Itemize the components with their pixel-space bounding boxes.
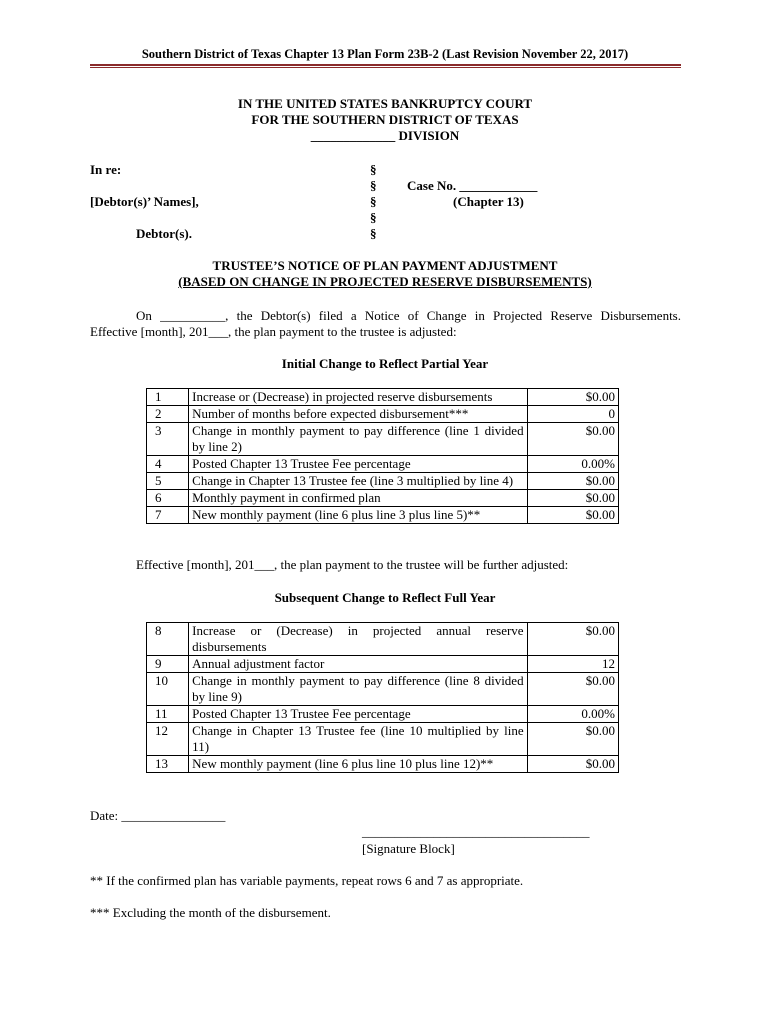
section-symbol: § (370, 194, 377, 209)
line-number: 4 (147, 456, 189, 473)
line-description: New monthly payment (line 6 plus line 10 plus line 12)** (189, 756, 527, 773)
section-symbol: § (370, 162, 377, 177)
line-number: 7 (147, 507, 189, 524)
chapter-label: (Chapter 13) (453, 194, 524, 209)
line-description: Increase or (Decrease) in projected annual reserve disbursements (189, 623, 527, 656)
line-number: 3 (147, 423, 189, 456)
line-description: Change in monthly payment to pay difference (line 8 divided by line 9) (189, 673, 527, 706)
line-number: 1 (147, 389, 189, 406)
table-row (147, 507, 619, 524)
debtors-label: Debtor(s). (136, 226, 192, 241)
line-value: $0.00 (527, 507, 618, 524)
court-line-3: _____________ DIVISION (310, 128, 460, 143)
line-value: 12 (527, 656, 618, 673)
section-symbol: § (370, 178, 377, 193)
line-number: 8 (147, 623, 189, 656)
table-row (147, 456, 619, 473)
line-description: Number of months before expected disbursement*** (189, 406, 527, 423)
section-symbol: § (370, 210, 377, 225)
further-adjustment-text: Effective [month], 201___, the plan payment to the trustee will be further adjusted: (136, 557, 569, 572)
table-row (147, 656, 619, 673)
intro-first-line: On __________, the Debtor(s) filed a Notice of Change in Projected Reserve Disbursements. (136, 308, 681, 323)
header-rule (90, 64, 681, 66)
line-value: 0.00% (527, 706, 618, 723)
caption-left (90, 162, 199, 242)
line-value: $0.00 (527, 423, 618, 456)
section-symbol: § (370, 226, 377, 241)
line-value: $0.00 (527, 490, 618, 507)
signature-line: ___________________________________ (362, 824, 590, 839)
form-header-title: Southern District of Texas Chapter 13 Plan Form 23B-2 (Last Revision November 22, 2017) (141, 47, 629, 61)
line-value: $0.00 (527, 756, 618, 773)
signature-block: [Signature Block] (362, 841, 455, 856)
table-row (147, 473, 619, 490)
court-heading (0, 96, 770, 144)
caption-right (407, 162, 537, 210)
notice-title: TRUSTEE’S NOTICE OF PLAN PAYMENT ADJUSTMENT (212, 258, 558, 273)
intro-second-line: Effective [month], 201___, the plan payment to the trustee is adjusted: (90, 324, 457, 339)
in-re-label: In re: (90, 162, 122, 177)
line-value: $0.00 (527, 473, 618, 490)
table-row (147, 756, 619, 773)
table-row (147, 389, 619, 406)
section-symbols (370, 162, 377, 242)
line-number: 6 (147, 490, 189, 507)
line-number: 10 (147, 673, 189, 706)
table-row (147, 406, 619, 423)
line-number: 11 (147, 706, 189, 723)
table-row (147, 723, 619, 756)
line-description: Posted Chapter 13 Trustee Fee percentage (189, 706, 527, 723)
line-value: $0.00 (527, 389, 618, 406)
line-description: New monthly payment (line 6 plus line 3 plus line 5)** (189, 507, 527, 524)
table-row (147, 623, 619, 656)
debtor-names: [Debtor(s)’ Names], (90, 194, 199, 209)
line-description: Change in Chapter 13 Trustee fee (line 3 multiplied by line 4) (189, 473, 527, 490)
subsequent-change-heading: Subsequent Change to Reflect Full Year (274, 590, 496, 605)
line-description: Change in Chapter 13 Trustee fee (line 10 multiplied by line 11) (189, 723, 527, 756)
footnote-double-asterisk: ** If the confirmed plan has variable payments, repeat rows 6 and 7 as appropriate. (90, 873, 524, 888)
court-line-1: IN THE UNITED STATES BANKRUPTCY COURT (237, 96, 533, 111)
footnote-triple-asterisk: *** Excluding the month of the disbursement. (90, 905, 331, 920)
line-description: Change in monthly payment to pay difference (line 1 divided by line 2) (189, 423, 527, 456)
initial-change-heading: Initial Change to Reflect Partial Year (281, 356, 489, 371)
line-value: 0 (527, 406, 618, 423)
case-number: Case No. ____________ (407, 178, 538, 193)
line-value: 0.00% (527, 456, 618, 473)
line-number: 13 (147, 756, 189, 773)
table-row (147, 423, 619, 456)
notice-subtitle: (BASED ON CHANGE IN PROJECTED RESERVE DISBURSEMENTS) (178, 274, 592, 289)
line-description: Increase or (Decrease) in projected reserve disbursements (189, 389, 527, 406)
initial-change-table (146, 388, 619, 524)
line-number: 9 (147, 656, 189, 673)
date-line: Date: ________________ (90, 808, 226, 823)
intro-paragraph (90, 308, 681, 340)
table-row (147, 490, 619, 507)
subsequent-change-table (146, 622, 619, 773)
line-number: 12 (147, 723, 189, 756)
line-value: $0.00 (527, 623, 618, 656)
table-row (147, 706, 619, 723)
line-value: $0.00 (527, 723, 618, 756)
line-value: $0.00 (527, 673, 618, 706)
notice-title-block (0, 258, 770, 290)
header-rule-thin (90, 67, 681, 68)
line-description: Posted Chapter 13 Trustee Fee percentage (189, 456, 527, 473)
line-description: Annual adjustment factor (189, 656, 527, 673)
line-number: 5 (147, 473, 189, 490)
line-description: Monthly payment in confirmed plan (189, 490, 527, 507)
line-number: 2 (147, 406, 189, 423)
table-row (147, 673, 619, 706)
court-line-2: FOR THE SOUTHERN DISTRICT OF TEXAS (251, 112, 519, 127)
